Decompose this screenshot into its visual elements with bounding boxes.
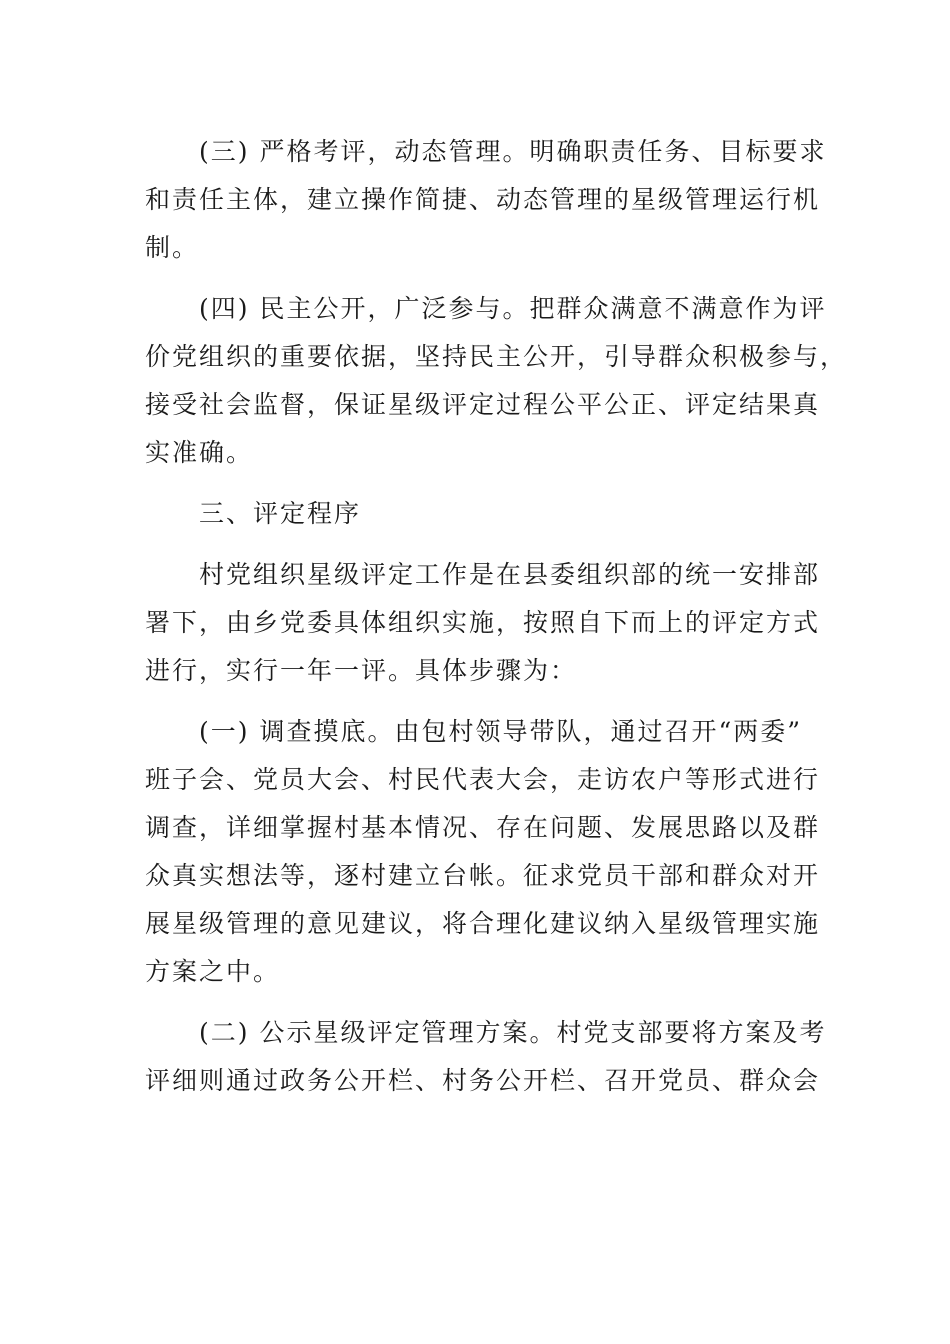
paragraph-spacer: [145, 477, 805, 490]
paragraph-spacer: [145, 272, 805, 285]
paragraph-democratic-openness: [145, 285, 848, 477]
text-line: 价党组织的重要依据，坚持民主公开，引导群众积极参与，: [145, 342, 848, 371]
text-line: (一) 调查摸底。由包村领导带队，通过召开“两委”: [199, 717, 803, 746]
text-line: 调查，详细掌握村基本情况、存在问题、发展思路以及群: [145, 813, 821, 842]
paragraph-spacer: [145, 695, 805, 708]
text-line: 班子会、党员大会、村民代表大会，走访农户等形式进行: [145, 765, 821, 794]
text-line: 制。: [145, 233, 200, 262]
text-line: 接受社会监督，保证星级评定过程公平公正、评定结果真: [145, 390, 821, 419]
document-body: [145, 128, 848, 1105]
section-heading: [145, 490, 805, 538]
text-line: 和责任主体，建立操作简捷、动态管理的星级管理运行机: [145, 185, 821, 214]
text-line: 村党组织星级评定工作是在县委组织部的统一安排部: [199, 560, 821, 589]
text-line: 署下，由乡党委具体组织实施，按照自下而上的评定方式: [145, 608, 821, 637]
text-line: 进行，实行一年一评。具体步骤为：: [145, 656, 578, 685]
paragraph-strict-evaluation: [145, 128, 827, 272]
heading-evaluation-procedure: 三、评定程序: [199, 499, 362, 528]
text-line: (三) 严格考评，动态管理。明确职责任务、目标要求: [199, 137, 827, 166]
text-line: (二) 公示星级评定管理方案。村党支部要将方案及考: [199, 1018, 827, 1047]
paragraph-spacer: [145, 538, 805, 551]
text-line: (四) 民主公开，广泛参与。把群众满意不满意作为评: [199, 294, 827, 323]
text-line: 方案之中。: [145, 957, 281, 986]
paragraph-publicize-plan: [145, 1009, 827, 1105]
paragraph-spacer: [145, 996, 805, 1009]
text-line: 评细则通过政务公开栏、村务公开栏、召开党员、群众会: [145, 1066, 821, 1095]
paragraph-procedure-intro: [145, 551, 821, 695]
text-line: 众真实想法等，逐村建立台帐。征求党员干部和群众对开: [145, 861, 821, 890]
text-line: 展星级管理的意见建议，将合理化建议纳入星级管理实施: [145, 909, 821, 938]
text-line: 实准确。: [145, 438, 254, 467]
paragraph-investigation: [145, 708, 821, 996]
